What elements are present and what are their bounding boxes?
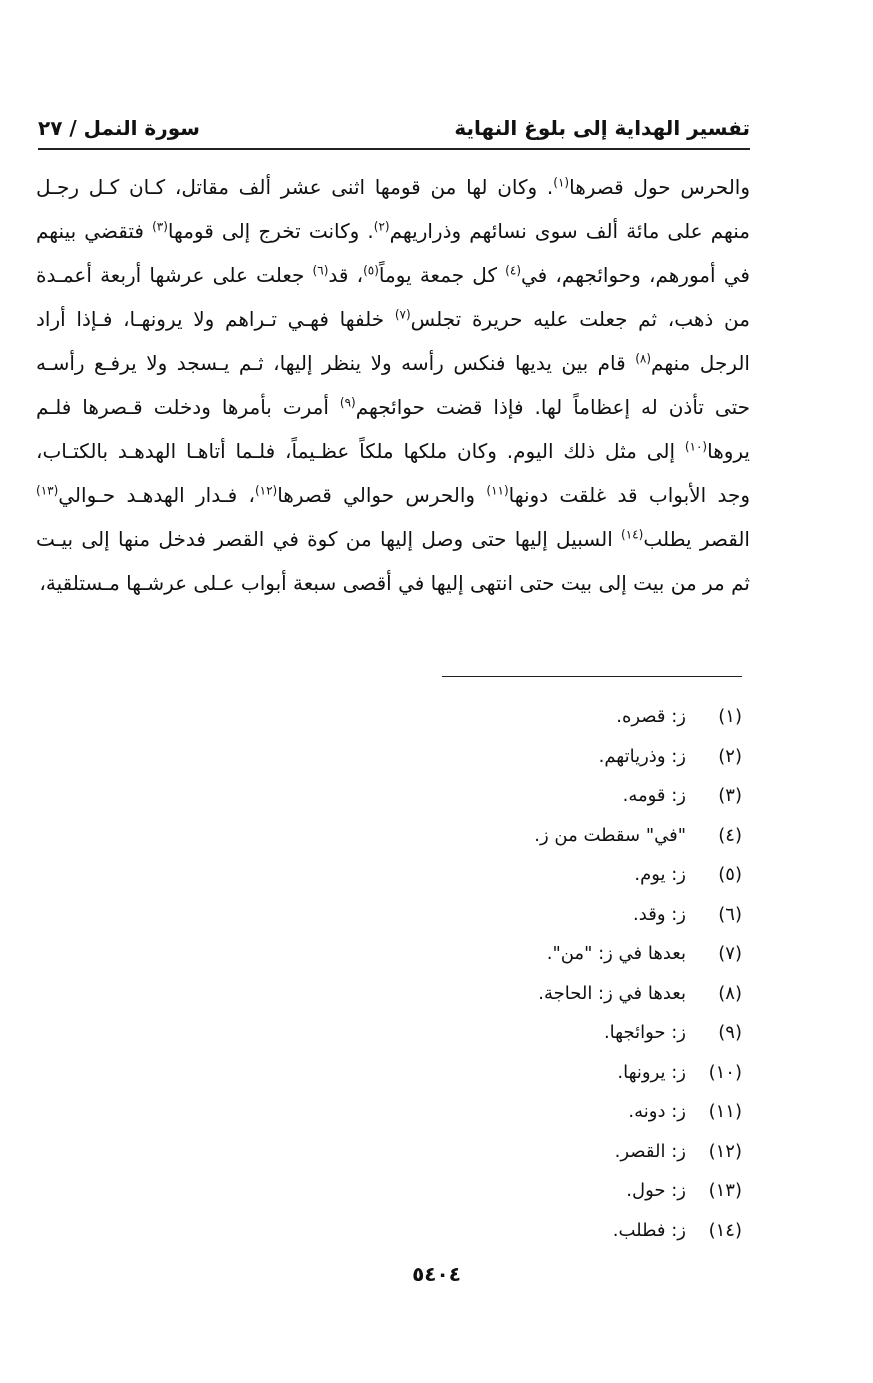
footnote-marker: (١١) [486, 483, 509, 498]
footnote-marker: (٣) [152, 219, 168, 234]
footnote-text: ز: دونه. [628, 1101, 686, 1123]
footnote-text: ز: حوائجها. [603, 1022, 686, 1044]
footnote [300, 855, 742, 895]
footnote-marker: (٥) [363, 263, 379, 278]
footnote-marker: (١٣) [36, 483, 59, 498]
footnote-number: (٥) [718, 864, 742, 886]
footnote [300, 934, 742, 974]
footnote-marker: (٤) [505, 263, 521, 278]
footnote [300, 1171, 742, 1211]
footnote-number: (٣) [718, 785, 742, 807]
footnote-marker: (٦) [312, 263, 329, 278]
page-number: ٥٤٠٤ [412, 1262, 461, 1286]
main-text [36, 165, 750, 605]
footnote-text: ز: القصر. [614, 1140, 686, 1162]
footnote-text: ز: حول. [626, 1180, 686, 1202]
text-line: في أمورهم، وحوائجهم، في$^{(٤)}$ كل جمعة يوماً$^{(٥)}$، قد$^{(٦)}$ جعلت على عرشها أربعة أعمـدة [36, 263, 750, 287]
text-line: القصر يطلب$^{(١٤)}$ السبيل إليها حتى وصل إليها من كوة في القصر فدخل منها إلى بيـت [36, 527, 750, 551]
text-line: وجد الأبواب قد غلقت دونها$^{(١١)}$ والحرس حوالي قصرها$^{(١٢)}$، فـدار الهدهـد حـوالي$^{(١٣)}$ [36, 483, 750, 507]
footnote-number: (٦) [718, 903, 742, 925]
footnote-text: ز: يوم. [634, 864, 686, 886]
text-line: حتى تأذن له إعظاماً لها. فإذا قضت حوائجهم$^{(٩)}$ أمرت بأمرها ودخلت قـصرها فلـم [36, 395, 750, 419]
footnote [300, 776, 742, 816]
footnote-marker: (١٤) [621, 527, 644, 542]
running-header [38, 100, 750, 140]
footnote-text: بعدها في ز: الحاجة. [538, 982, 686, 1004]
footnote-text: بعدها في ز: "من". [546, 943, 686, 965]
text-line: من ذهب، ثم جعلت عليه حريرة تجلس$^{(٧)}$ خلفها فهـي تـراهم ولا يرونهـا، فـإذا أراد [36, 307, 750, 331]
text-line: والحرس حول قصرها$^{(١)}$. وكان لها من قومها اثنى عشر ألف مقاتل، كـان كـل رجـل [36, 175, 750, 199]
footnote-marker: (٢) [373, 219, 390, 234]
footnote-number: (١٤) [708, 1219, 742, 1241]
footnote [300, 895, 742, 935]
footnote-number: (١١) [708, 1101, 742, 1123]
text-line: ثم مر من بيت إلى بيت حتى انتهى إليها في أقصى سبعة أبواب عـلى عرشـها مـستلقية، [39, 571, 750, 595]
footnote-marker: (١) [553, 175, 570, 190]
footnote-number: (٩) [718, 1022, 742, 1044]
footnote-text: ز: قصره. [616, 706, 686, 728]
footnote [300, 1053, 742, 1093]
footnote [300, 1092, 742, 1132]
footnote [300, 1211, 742, 1251]
footnote-number: (٢) [718, 745, 742, 767]
surah-label: سورة النمل / ٢٧ [38, 116, 200, 140]
footnote [300, 1013, 742, 1053]
footnote-number: (١٣) [708, 1180, 742, 1202]
footnote-number: (٤) [718, 824, 742, 846]
footnote [300, 974, 742, 1014]
footnote-text: ز: يرونها. [617, 1061, 686, 1083]
header-rule [38, 148, 750, 150]
footnote-text: ز: قومه. [622, 785, 686, 807]
footnote-text: ز: وذرياتهم. [598, 745, 686, 767]
footnote [300, 697, 742, 737]
footnote-number: (٧) [718, 943, 742, 965]
text-line: يروها$^{(١٠)}$ إلى مثل ذلك اليوم. وكان ملكها ملكاً عظـيماً، فلـما أتاهـا الهدهـد بالكتـاب، [36, 439, 750, 463]
footnote-number: (٨) [718, 982, 742, 1004]
footnote-number: (١) [718, 706, 742, 728]
footnote [300, 737, 742, 777]
footnote-text: ز: فطلب. [612, 1219, 686, 1241]
text-line: الرجل منهم$^{(٨)}$ قام بين يديها فنكس رأسه ولا ينظر إليها، ثـم يـسجد ولا يرفـع رأسـه [36, 351, 750, 375]
footnote [300, 816, 742, 856]
footnote-marker: (١٢) [254, 483, 278, 498]
footnote-rule [442, 676, 742, 677]
text-line: منهم على مائة ألف سوى نسائهم وذراريهم$^{(٢)}$. وكانت تخرج إلى قومها$^{(٣)}$ فتقضي بينهم [36, 219, 750, 243]
footnotes [300, 697, 742, 1250]
footnote-number: (١٢) [708, 1140, 742, 1162]
footnote-text: "في" سقطت من ز. [534, 824, 686, 846]
book-title: تفسير الهداية إلى بلوغ النهاية [454, 116, 750, 140]
footnote-marker: (٩) [339, 395, 356, 410]
footnote-text: ز: وقد. [633, 903, 686, 925]
footnote-number: (١٠) [708, 1061, 742, 1083]
footnote-marker: (٧) [394, 307, 411, 322]
footnote-marker: (١٠) [684, 439, 708, 454]
footnote [300, 1132, 742, 1172]
footnote-marker: (٨) [635, 351, 652, 366]
